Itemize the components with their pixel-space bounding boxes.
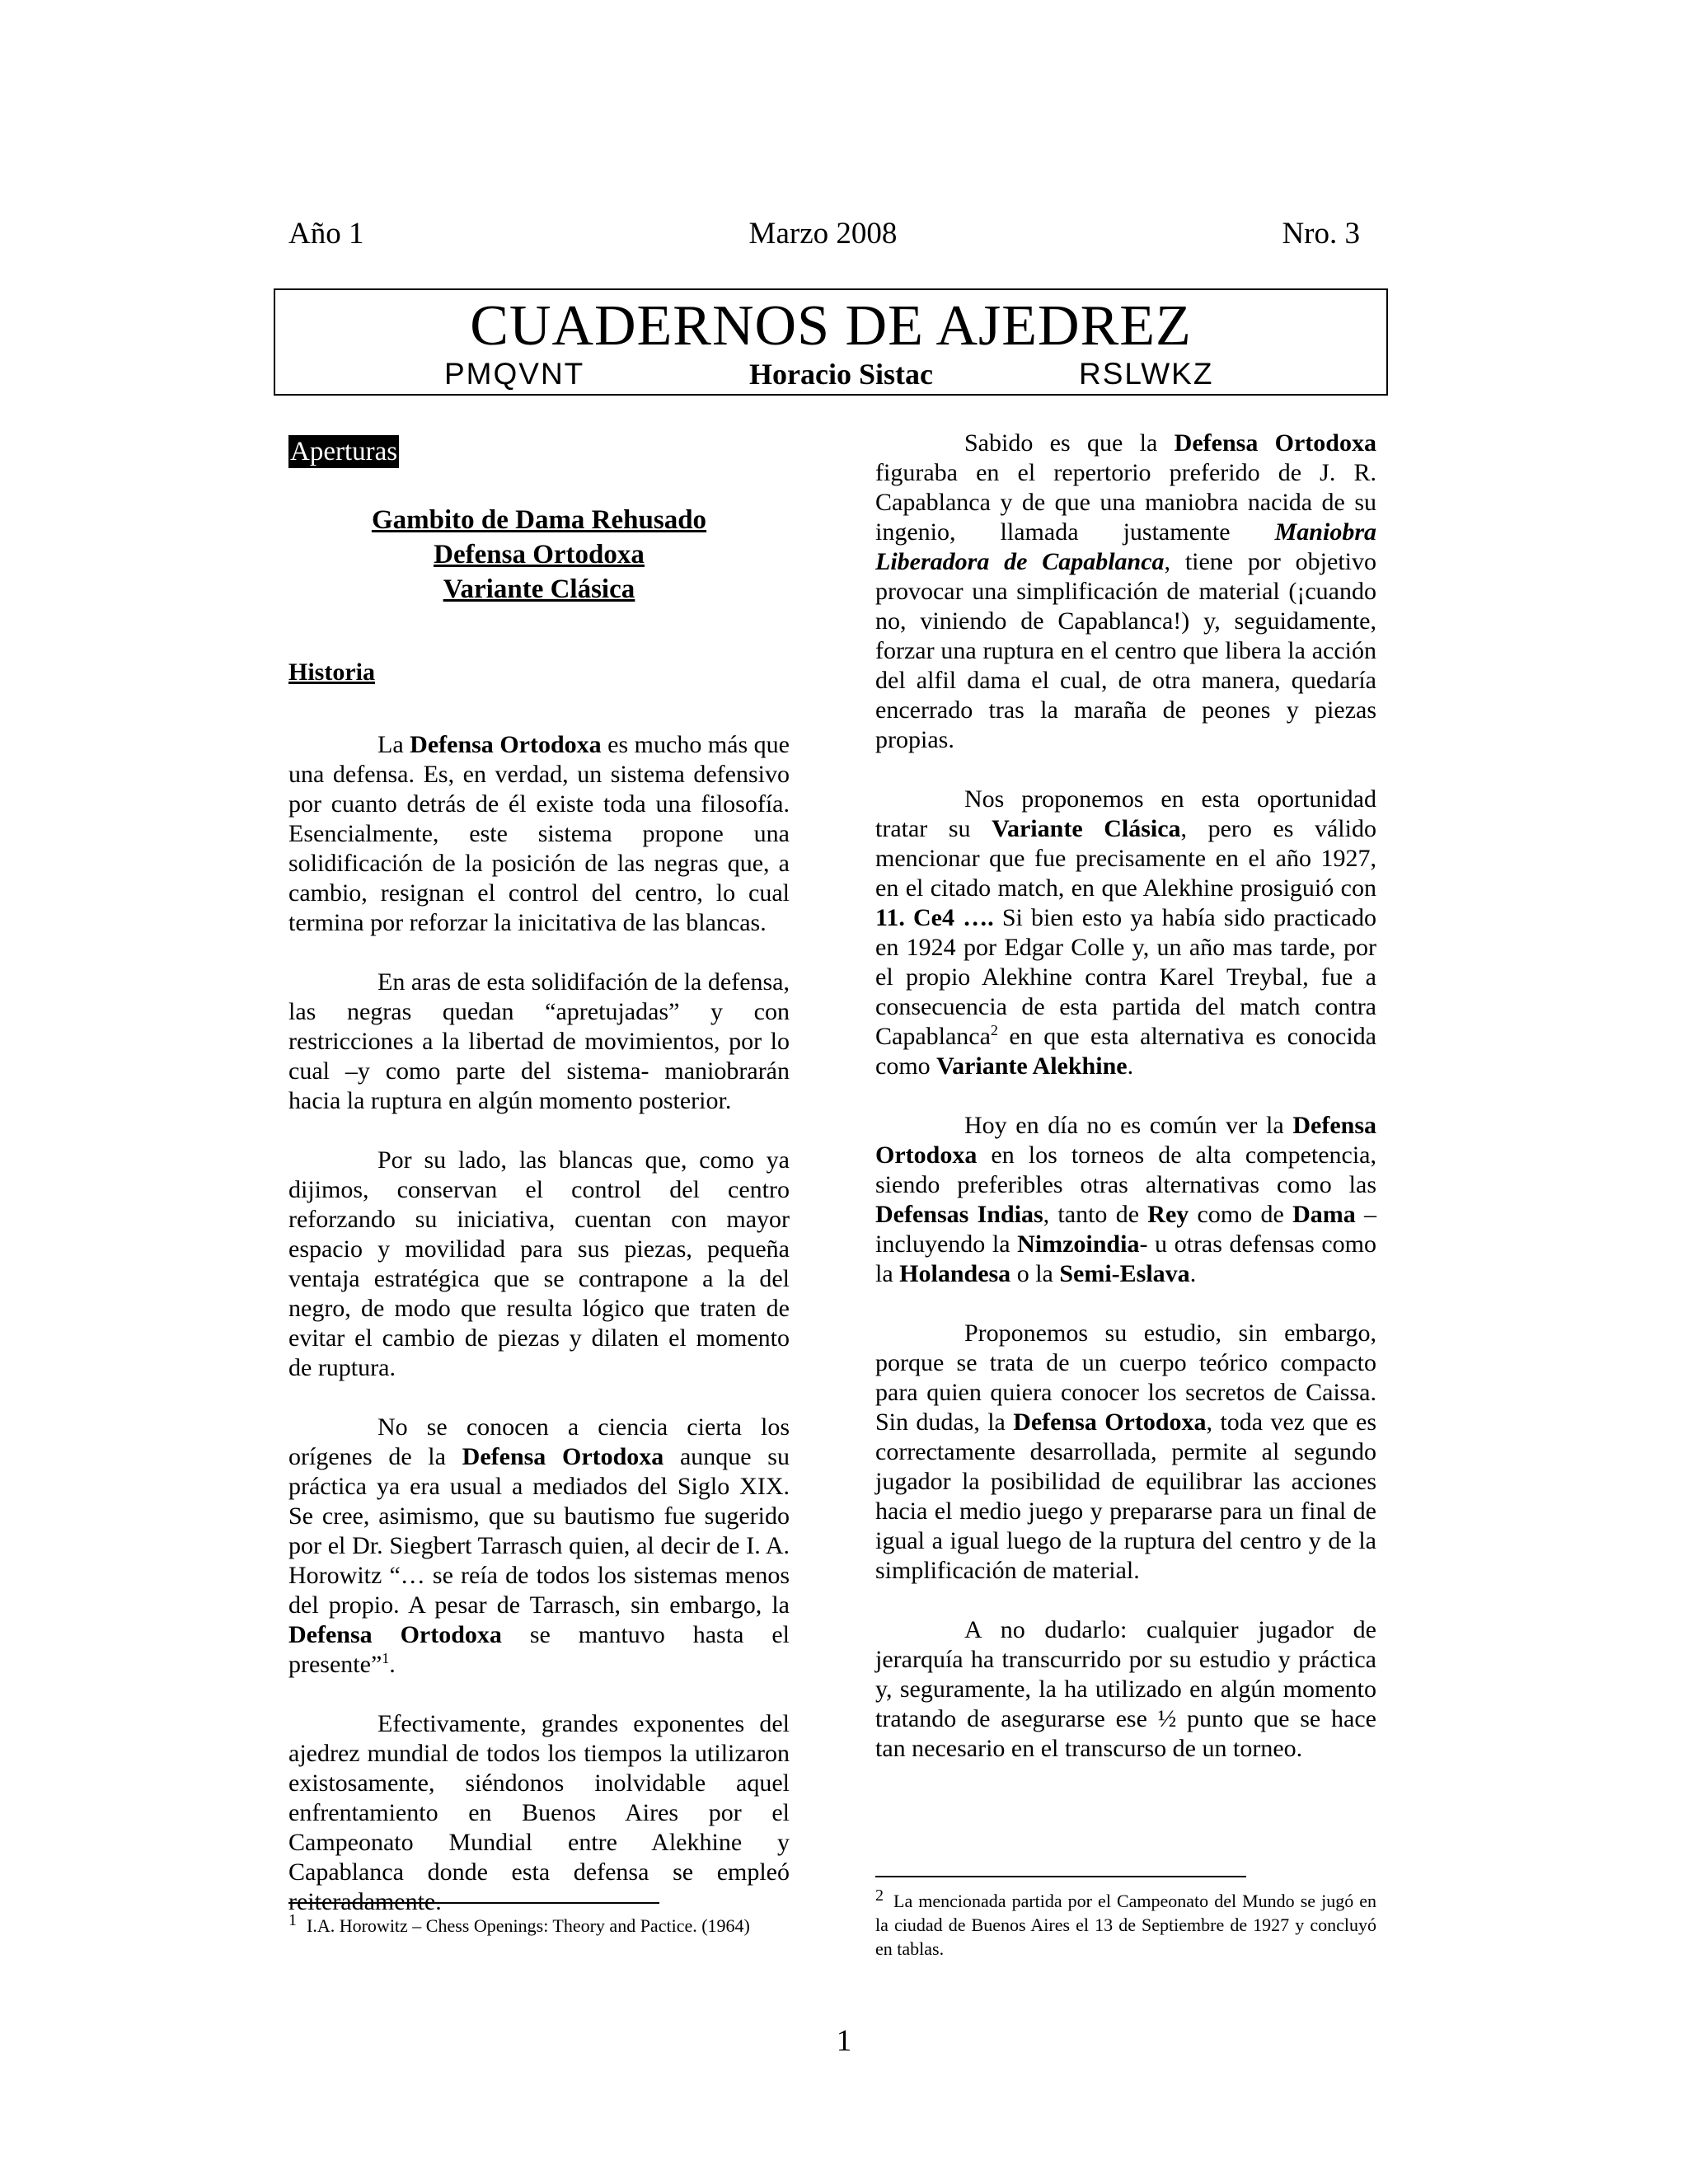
masthead-box bbox=[274, 288, 1388, 396]
issue-number: Nro. 3 bbox=[1282, 217, 1360, 251]
issue-header bbox=[288, 216, 1360, 252]
footnote-ref-2: 2 bbox=[990, 1022, 998, 1038]
right-column bbox=[875, 429, 1376, 1793]
paragraph: Efectivamente, grandes exponentes del ajedrez mundial de todos los tiempos la utilizaron existosamente, siéndonos inolvidable aquel enfrentamiento en Buenos Aires por el Campeonato Mundial entre Alekhine y Capablanca donde esta defensa se empleó reiteradamente. bbox=[288, 1710, 790, 1915]
paragraph: Nos proponemos en esta oportunidad tratar su Variante Clásica, pero es válido mencionar que fue precisamente en el año 1927, en el citado match, en que Alekhine prosiguió con 11. Ce4 …. Si bien esto ya había sido practicado en 1924 por Edgar Colle y, un año mas tarde, por el propio Alekhine contra Karel Treybal, fue a consecuencia de esta partida del match contra Capablanca$^2$ en que esta alternativa es conocida como Variante Alekhine. bbox=[875, 785, 1376, 1080]
paragraph: Hoy en día no es común ver la Defensa Ortodoxa en los torneos de alta competencia, siendo preferibles otras alternativas como las Defensas Indias, tanto de Rey como de Dama –incluyendo la Nimzoindia- u otras defensas como la Holandesa o la Semi-Eslava. bbox=[875, 1112, 1377, 1287]
left-column bbox=[288, 435, 790, 1947]
paragraph: Por su lado, las blancas que, como ya dijimos, conservan el control del centro reforzando su iniciativa, cuentan con mayor espacio y movilidad para sus piezas, pequeña ventaja estratégica que se contrapone a la del negro, de modo que resulta lógico que traten de evitar el cambio de piezas y dilaten el momento de ruptura. bbox=[288, 1146, 790, 1381]
paragraph: En aras de esta solidifación de la defensa, las negras quedan “apretujadas” y con restricciones a la libertad de movimientos, por lo cual –y como parte del sistema- maniobrarán hacia la ruptura en algún momento posterior. bbox=[288, 968, 790, 1114]
footnote-2: 2 La mencionada partida por el Campeonato del Mundo se jugó en la ciudad de Buenos Aires el 13 de Septiembre de 1927 y concluyó en tablas. bbox=[875, 1886, 1376, 1959]
article-title-line-1: Gambito de Dama Rehusado bbox=[371, 505, 707, 535]
issue-year: Año 1 bbox=[288, 217, 364, 251]
footnote-rule-right bbox=[875, 1876, 1246, 1877]
footnote-1: 1 I.A. Horowitz – Chess Openings: Theory and Pactice. (1964) bbox=[288, 1910, 750, 1936]
paragraph: No se conocen a ciencia cierta los orígenes de la Defensa Ortodoxa aunque su práctica ya era usual a mediados del Siglo XIX. Se cree, asimismo, que su bautismo fue sugerido por el Dr. Siegbert Tarrasch quien, al decir de I. A. Horowitz “… se reía de todos los sistemas menos del propio. A pesar de Tarrasch, sin embargo, la Defensa Ortodoxa se mantuvo hasta el presente”$^1$. bbox=[288, 1413, 790, 1678]
author-name: Horacio Sistac bbox=[749, 358, 933, 391]
subheading-historia: Historia bbox=[288, 658, 375, 686]
chess-glyphs-left: PMQVNT bbox=[444, 357, 585, 391]
article-title-line-3: Variante Clásica bbox=[443, 574, 635, 604]
article-title bbox=[288, 503, 790, 607]
paragraph: Proponemos su estudio, sin embargo, porque se trata de un cuerpo teórico compacto para quien quiera conocer los secretos de Caissa. Sin dudas, la Defensa Ortodoxa, toda vez que es correctamente desarrollada, permite al segundo jugador la posibilidad de equilibrar las acciones hacia el medio juego y prepararse para un final de igual a igual luego de la ruptura del centro y de la simplificación de material. bbox=[875, 1319, 1376, 1584]
footnote-rule-left bbox=[288, 1902, 659, 1904]
section-label: Aperturas bbox=[290, 437, 398, 466]
chess-glyphs-right: RSLWKZ bbox=[1079, 357, 1214, 391]
paragraph: A no dudarlo: cualquier jugador de jerarquía ha transcurrido por su estudio y práctica y, seguramente, la ha utilizado en algún momento tratando de asegurarse ese ½ punto que se hace tan necesario en el transcurso de un torneo. bbox=[875, 1616, 1376, 1762]
publication-title: CUADERNOS DE AJEDREZ bbox=[470, 294, 1192, 358]
page-number: 1 bbox=[836, 2024, 852, 2058]
article-title-line-2: Defensa Ortodoxa bbox=[434, 540, 645, 569]
footnote-ref-1: 1 bbox=[382, 1650, 390, 1666]
issue-date: Marzo 2008 bbox=[748, 217, 898, 251]
paragraph: Sabido es que la Defensa Ortodoxa figuraba en el repertorio preferido de J. R. Capablanca y de que una maniobra nacida de su ingenio, llamada justamente Maniobra Liberadora de Capablanca, tiene por objetivo provocar una simplificación de material (¡cuando no, viniendo de Capablanca!) y, seguidamente, forzar una ruptura en el centro que libera la acción del alfil dama el cual, de otra manera, quedaría encerrado tras la maraña de peones y piezas propias. bbox=[875, 429, 1376, 753]
paragraph: La Defensa Ortodoxa es mucho más que una defensa. Es, en verdad, un sistema defensivo por cuanto detrás de él existe toda una filosofía. Esencialmente, este sistema propone una solidificación de la posición de las negras que, a cambio, resignan el control del centro, lo cual termina por reforzar la inicitativa de las blancas. bbox=[288, 731, 790, 936]
